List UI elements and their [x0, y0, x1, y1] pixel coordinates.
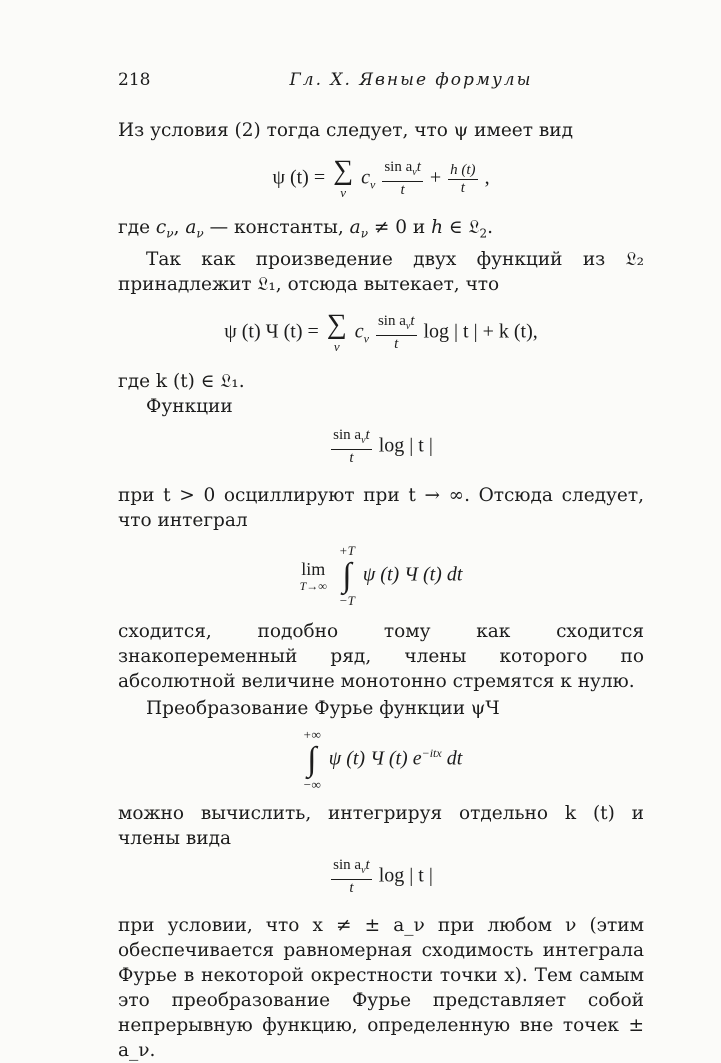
formula-3 — [118, 427, 644, 467]
paragraph-1: Из условия (2) тогда следует, что ψ имеет вид — [118, 120, 574, 141]
paragraph-9: можно вычислить, интегрируя отдельно k (t) и члены вида — [118, 802, 644, 849]
f2-sum: ∑ ν — [326, 308, 347, 354]
f1-tail: , — [484, 166, 490, 189]
formula-1 — [118, 157, 644, 201]
formula-6 — [118, 857, 644, 897]
f1-plus: + — [429, 166, 442, 189]
f5-exponent: −itx — [421, 745, 442, 760]
formula-5 — [118, 727, 644, 793]
page-header — [118, 68, 644, 94]
f1-lhs: ψ (t) = — [272, 166, 326, 189]
book-page — [118, 68, 644, 1063]
f1-coef: c — [361, 166, 370, 189]
f3-log: log | t | — [378, 434, 433, 457]
f1-frac-1: $\frac{\sin a_\nu t}{t}$ — [384, 159, 421, 198]
f4-limit: lim T→∞ — [299, 558, 327, 593]
f5-body: ψ (t) Ч (t) e — [328, 747, 422, 770]
f6-log: log | t | — [378, 864, 433, 887]
f1-frac-2: $\frac{h (t)}{t}$ — [450, 161, 476, 196]
f1-sum: ∑ ν — [333, 155, 354, 200]
paragraph-3: Так как произведение двух функций из 𝔏₂ принадлежит 𝔏₁, отсюда вытекает, что — [118, 248, 644, 295]
paragraph-10: при условии, что x ≠ ± a_ν при любом ν (этим обеспечивается равномерная сходимость интеграла Фурье в некоторой окрестности точки x). Тем самым это преобразование Фурье представляет собой непрерывную функцию, определенную вне точек ± a_ν. — [118, 914, 644, 1061]
paragraph-6: при t > 0 осциллируют при t → ∞. Отсюда следует, что интеграл — [118, 484, 644, 531]
f4-body: ψ (t) Ч (t) dt — [362, 563, 463, 586]
paragraph-4: где k (t) ∈ 𝔏₁. — [118, 370, 245, 392]
formula-4 — [118, 543, 644, 609]
f2-frac: $\frac{\sin a_\nu t}{t}$ — [377, 312, 415, 352]
f5-integral: +∞ ∫ −∞ — [302, 726, 321, 792]
paragraph-5: Функции — [146, 395, 233, 417]
f2-log: log | t | + k (t), — [423, 320, 538, 343]
f6-frac: $\frac{\sin a_\nu t}{t}$ — [333, 856, 370, 896]
paragraph-8: Преобразование Фурье функции ψЧ — [146, 697, 500, 719]
running-head: Гл. X. Явные формулы — [289, 70, 533, 90]
f5-dt: dt — [441, 747, 463, 770]
f3-frac: $\frac{\sin a_\nu t}{t}$ — [333, 426, 370, 466]
f2-lhs: ψ (t) Ч (t) = — [224, 320, 319, 343]
paragraph-7: сходится, подобно тому как сходится знакопеременный ряд, члены которого по абсолютной величине монотонно стремятся к нулю. — [118, 620, 644, 692]
f1-coef-sub: ν — [369, 177, 376, 192]
f4-integral: +T ∫ −T — [338, 542, 355, 608]
paragraph-2: где $c_\nu$, $a_\nu$ — константы, $a_\nu \ne 0$ и h ∈ 𝔏$_2$. — [118, 217, 493, 241]
formula-2: ψ (t) Ч (t) = ∑ ν $c_\nu$ $\frac{\sin a_\nu t}{t}$ log | t | + k (t), — [224, 308, 538, 354]
page-number: 218 — [118, 70, 151, 90]
